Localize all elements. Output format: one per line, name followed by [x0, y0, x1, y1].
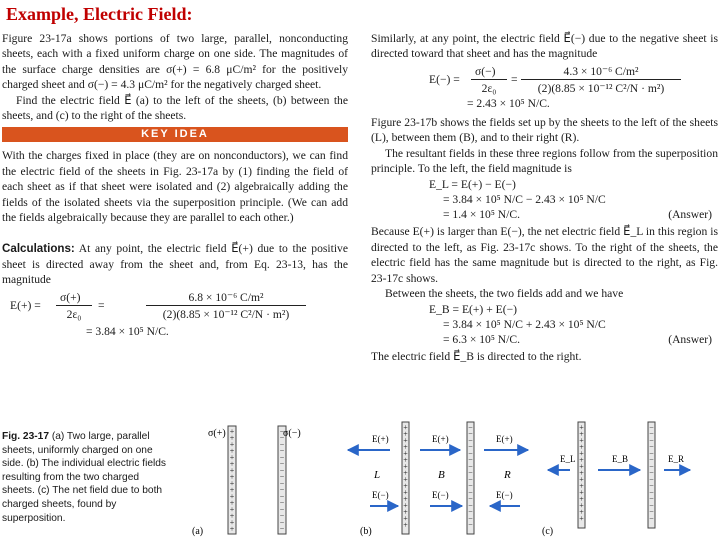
- plus-charge: +: [403, 455, 408, 465]
- equation-e-plus: [2, 288, 348, 324]
- e-l-label: E_L: [560, 454, 576, 464]
- plus-charge: +: [403, 481, 408, 491]
- plus-charge: +: [229, 472, 235, 482]
- left-column: [2, 31, 348, 344]
- panel-c: [542, 422, 690, 537]
- panel-b: [348, 422, 528, 537]
- minus-charge: −: [279, 518, 285, 527]
- question-paragraph: Find the electric field E⃗ (a) to the left of the sheets, (b) between the sheets, and (c) to the right of the sheets.: [2, 93, 348, 123]
- minus-charge: −: [279, 485, 285, 495]
- plus-charge: +: [229, 492, 235, 501]
- calculations-paragraph: [2, 241, 348, 287]
- minus-charge: −: [279, 498, 285, 508]
- minus-charge: −: [649, 423, 654, 432]
- minus-charge: −: [468, 520, 473, 530]
- plus-charge: +: [403, 475, 408, 484]
- plus-charge: +: [229, 459, 235, 469]
- region-b-label: B: [438, 469, 445, 481]
- eq2-frac2-den: (2)(8.85 × 10⁻¹² C²/N · m²): [521, 79, 681, 96]
- eq3-line3: = 1.4 × 10⁵ N/C.: [443, 208, 521, 222]
- plus-charge: +: [579, 455, 584, 465]
- right-paragraph-5: Between the sheets, the two fields add and we have: [385, 287, 624, 301]
- plus-charge: +: [579, 423, 584, 432]
- minus-charge: −: [279, 433, 285, 443]
- eq2-lhs: E(−) =: [429, 72, 460, 86]
- figure-drawing: [0, 412, 720, 540]
- e-plus-label-between: E(+): [432, 434, 449, 444]
- minus-charge: −: [468, 423, 473, 432]
- minus-charge: −: [649, 481, 654, 491]
- eq4-line3: = 6.3 × 10⁵ N/C.: [443, 333, 521, 347]
- negative-sheet-c-charges: [649, 423, 654, 523]
- intro-paragraph: Figure 23-17a shows portions of two large, parallel, nonconducting sheets, each with a fixed uniform charge on one side. The magnitudes of the surface charge densities are σ(+) = 6.8 μC/m² for the positively charged sheet and σ(−) = 4.3 μC/m² for the negatively charged sheet.: [2, 32, 348, 92]
- eq2-frac2-num: 4.3 × 10⁻⁶ C/m²: [563, 64, 639, 78]
- minus-charge: −: [468, 455, 473, 465]
- minus-charge: −: [279, 459, 285, 469]
- e-b-label: E_B: [612, 454, 629, 464]
- eq4-line1: E_B = E(+) + E(−): [429, 303, 517, 317]
- e-plus-label-left: E(+): [372, 434, 389, 444]
- plus-charge: +: [403, 442, 408, 452]
- panel-a-label: (a): [192, 526, 204, 537]
- region-r-label: R: [504, 469, 511, 481]
- minus-charge: −: [468, 501, 473, 510]
- right-paragraph-1: Similarly, at any point, the electric field E⃗(−) due to the negative sheet is directed toward that sheet and has the magnitude: [371, 32, 718, 61]
- plus-charge: +: [229, 505, 235, 514]
- page-title: Example, Electric Field:: [6, 4, 193, 24]
- plus-charge: +: [579, 507, 584, 517]
- eq2-frac1-den: 2ε₀: [471, 79, 507, 96]
- negative-sheet-charges: [280, 427, 285, 534]
- eq4-line2: = 3.84 × 10⁵ N/C + 2.43 × 10⁵ N/C: [443, 318, 606, 332]
- sigma-minus-label: σ(−): [283, 428, 301, 439]
- right-paragraph-3: The resultant fields in these three regions follow from the superposition principle. To the left, the field magnitude is: [371, 146, 718, 176]
- figure-23-17: [0, 412, 720, 540]
- eq2-frac1-num: σ(−): [475, 64, 496, 78]
- plus-charge: +: [579, 429, 584, 439]
- minus-charge: −: [649, 475, 654, 484]
- minus-charge: −: [468, 429, 473, 439]
- plus-charge: +: [579, 475, 584, 484]
- answer-label-left: (Answer): [668, 208, 712, 222]
- minus-charge: −: [468, 475, 473, 484]
- plus-charge: +: [229, 511, 235, 521]
- minus-charge: −: [649, 494, 654, 504]
- minus-charge: −: [649, 462, 654, 471]
- plus-charge: +: [403, 423, 408, 432]
- minus-charge: −: [468, 449, 473, 458]
- region-l-label: L: [374, 469, 381, 481]
- plus-charge: +: [403, 429, 408, 439]
- panel-b-label: (b): [360, 526, 372, 537]
- minus-charge: −: [468, 488, 473, 497]
- answer-label-between: (Answer): [668, 333, 712, 347]
- minus-charge: −: [649, 442, 654, 452]
- plus-charge: +: [579, 488, 584, 497]
- right-paragraph-2: Figure 23-17b shows the fields set up by the sheets to the left of the sheets (L), between them (B), and to their right (R).: [371, 115, 718, 145]
- minus-charge: −: [279, 511, 285, 521]
- plus-charge: +: [579, 514, 584, 523]
- plus-charge: +: [579, 468, 584, 478]
- plus-charge: +: [229, 466, 235, 475]
- plus-charge: +: [579, 442, 584, 452]
- eq3-line1: E_L = E(+) − E(−): [429, 178, 516, 192]
- minus-charge: −: [468, 468, 473, 478]
- minus-charge: −: [279, 524, 285, 534]
- key-idea-paragraph: With the charges fixed in place (they are on nonconductors), we can find the electric field of the sheets in Fig. 23-17a by (1) finding the field of each sheet as if that sheet were isolated and (2) algebraically adding the fields of the isolated sheets via the superposition principle. (We can add the fields algebraically because they are parallel to each other.): [2, 149, 348, 225]
- minus-charge: −: [279, 466, 285, 475]
- minus-charge: −: [649, 455, 654, 465]
- minus-charge: −: [468, 436, 473, 445]
- plus-charge: +: [403, 520, 408, 530]
- plus-charge: +: [229, 485, 235, 495]
- eq2-result: = 2.43 × 10⁵ N/C.: [467, 96, 550, 110]
- minus-charge: −: [468, 494, 473, 504]
- plus-charge: +: [579, 501, 584, 510]
- plus-charge: +: [403, 468, 408, 478]
- plus-charge: +: [579, 494, 584, 504]
- e-r-label: E_R: [668, 454, 685, 464]
- minus-charge: −: [649, 514, 654, 523]
- plus-charge: +: [229, 440, 235, 449]
- minus-charge: −: [649, 436, 654, 445]
- positive-sheet-c-charges: [579, 423, 584, 523]
- minus-charge: −: [649, 501, 654, 510]
- eq1-frac2-den: (2)(8.85 × 10⁻¹² C²/N · m²): [146, 305, 306, 322]
- minus-charge: −: [649, 449, 654, 458]
- minus-charge: −: [279, 440, 285, 449]
- minus-charge: −: [279, 492, 285, 501]
- minus-charge: −: [279, 453, 285, 462]
- minus-charge: −: [279, 479, 285, 488]
- minus-charge: −: [649, 429, 654, 439]
- panel-c-label: (c): [542, 526, 554, 537]
- minus-charge: −: [468, 462, 473, 471]
- plus-charge: +: [403, 494, 408, 504]
- plus-charge: +: [579, 481, 584, 491]
- plus-charge: +: [403, 436, 408, 445]
- eq1-eq: =: [98, 298, 105, 312]
- minus-charge: −: [468, 514, 473, 523]
- plus-charge: +: [229, 524, 235, 534]
- plus-charge: +: [229, 479, 235, 488]
- plus-charge: +: [579, 436, 584, 445]
- sigma-plus-label: σ(+): [208, 428, 226, 439]
- minus-charge: −: [279, 446, 285, 456]
- right-paragraph-6: The electric field E⃗_B is directed to the right.: [371, 350, 582, 364]
- plus-charge: +: [403, 507, 408, 517]
- plus-charge: +: [229, 498, 235, 508]
- right-column: [371, 31, 718, 365]
- positive-sheet-b-charges: [403, 423, 408, 530]
- plus-charge: +: [229, 518, 235, 527]
- negative-sheet-b-charges: [468, 423, 473, 530]
- plus-charge: +: [229, 433, 235, 443]
- positive-sheet-charges: [230, 427, 235, 534]
- minus-charge: −: [279, 427, 285, 436]
- plus-charge: +: [579, 449, 584, 458]
- plus-charge: +: [229, 446, 235, 456]
- right-paragraph-4: Because E(+) is larger than E(−), the net electric field E⃗_L in this region is directed to the left, as Fig. 23-17c shows. To the right of the sheets, the electric field has the same magnitude but is directed to the right, as Fig. 23-17c shows.: [371, 225, 718, 285]
- panel-a: [192, 426, 301, 537]
- plus-charge: +: [403, 514, 408, 523]
- minus-charge: −: [468, 442, 473, 452]
- e-minus-label-left: E(−): [372, 490, 389, 500]
- plus-charge: +: [579, 462, 584, 471]
- eq1-frac1-den: 2ε₀: [56, 305, 92, 322]
- calculations-text: At any point, the electric field E⃗(+) due to the positive sheet is directed away from the sheet and, from Eq. 23-13, has the magnitude: [2, 242, 348, 287]
- eq2-eq: =: [511, 72, 518, 86]
- minus-charge: −: [279, 505, 285, 514]
- minus-charge: −: [468, 507, 473, 517]
- e-minus-label-right: E(−): [496, 490, 513, 500]
- figure-caption-label: Fig. 23-17: [2, 431, 49, 442]
- calculations-heading: Calculations:: [2, 242, 75, 256]
- eq1-frac1-num: σ(+): [60, 290, 81, 304]
- plus-charge: +: [403, 501, 408, 510]
- plus-charge: +: [403, 488, 408, 497]
- figure-caption-text: (a) Two large, parallel sheets, uniformly charged on one side. (b) The individual electric fields resulting from the two charged sheets. (c) The net field due to both charged sheets, found by superposition.: [2, 431, 167, 524]
- minus-charge: −: [468, 481, 473, 491]
- equation-e-minus: [371, 62, 718, 96]
- plus-charge: +: [403, 449, 408, 458]
- minus-charge: −: [279, 472, 285, 482]
- eq1-result: = 3.84 × 10⁵ N/C.: [86, 324, 169, 338]
- e-plus-label-right: E(+): [496, 434, 513, 444]
- equation-e-plus-result: [2, 324, 348, 344]
- e-minus-label-between: E(−): [432, 490, 449, 500]
- key-idea-bar: KEY IDEA: [2, 127, 348, 142]
- minus-charge: −: [649, 488, 654, 497]
- minus-charge: −: [649, 468, 654, 478]
- equation-e-minus-result: [371, 96, 718, 115]
- plus-charge: +: [229, 427, 235, 436]
- equation-e-between: [371, 301, 718, 349]
- eq1-frac2-num: 6.8 × 10⁻⁶ C/m²: [188, 290, 264, 304]
- eq1-lhs: E(+) =: [10, 298, 41, 312]
- plus-charge: +: [229, 453, 235, 462]
- eq3-line2: = 3.84 × 10⁵ N/C − 2.43 × 10⁵ N/C: [443, 193, 606, 207]
- plus-charge: +: [403, 462, 408, 471]
- minus-charge: −: [649, 507, 654, 517]
- equation-e-left: [371, 176, 718, 224]
